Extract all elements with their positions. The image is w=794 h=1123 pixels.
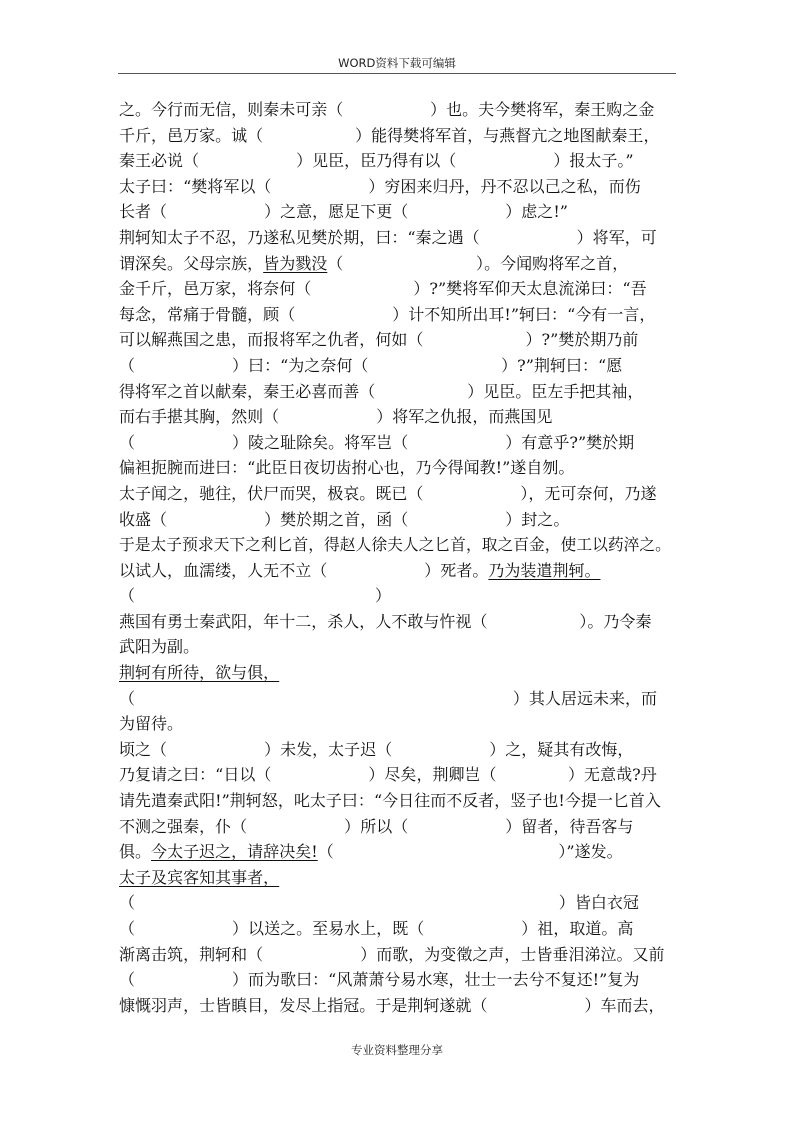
line-text: 以试人，血濡缕，人无不立（ ）死者。: [119, 560, 489, 580]
line-text: （ ）以送之。至易水上，既（ ）祖，取道。高: [119, 919, 634, 938]
text-line: [119, 302, 679, 328]
text-line: [119, 455, 679, 481]
text-line: [119, 379, 679, 405]
line-text: 武阳为副。: [119, 637, 200, 657]
line-text: 可以解燕国之患，而报将军之仇者，何如（ ）?”樊於期乃前: [119, 330, 639, 350]
line-text: 千斤，邑万家。诚（ ）能得樊将军首，与燕督亢之地图献秦王，: [119, 125, 660, 145]
line-text: 而右手揕其胸，然则（ ）将军之仇报，而燕国见: [119, 407, 553, 427]
underlined-text: 太子及宾客知其事者，: [119, 867, 280, 887]
underlined-text: 乃为装遣荆轲。: [488, 560, 601, 580]
line-text: 长者（ ）之意，愿足下更（ ）虑之!”: [119, 202, 568, 222]
text-line: [119, 942, 679, 968]
line-text: 顷之（ ）未发，太子迟（ ）之，疑其有改悔，: [119, 739, 634, 759]
text-line: [119, 97, 679, 123]
line-text: 太子闻之，驰往，伏尸而哭，极哀。既已（ ），无可奈何，乃遂: [119, 483, 657, 503]
text-line: [119, 583, 679, 609]
text-line: [119, 660, 679, 686]
line-text: （ ）: [119, 586, 392, 606]
line-text: 俱。: [119, 842, 152, 862]
line-text: （ ）。今闻购将军之首，: [327, 253, 629, 273]
text-line: [119, 353, 679, 379]
line-text: 收盛（ ）樊於期之首，函（ ）封之。: [119, 509, 570, 529]
text-line: [119, 686, 679, 712]
text-line: [119, 251, 679, 277]
line-text: （ ）陵之耻除矣。将军岂（ ）有意乎?”樊於期: [119, 432, 635, 452]
text-line: [119, 148, 679, 174]
line-text: 太子曰：“樊将军以（ ）穷困来归丹，丹不忍以己之私，而伤: [119, 176, 641, 196]
line-text: 得将军之首以献秦，秦王必喜而善（ ）见臣。臣左手把其袖，: [119, 381, 644, 401]
header-divider: [118, 73, 676, 74]
line-text: （ ）”遂发。: [317, 842, 623, 862]
text-line: [119, 609, 679, 635]
text-line: [119, 430, 679, 456]
text-line: [119, 404, 679, 430]
text-line: [119, 839, 679, 865]
text-line: [119, 327, 679, 353]
text-line: [119, 814, 679, 840]
line-text: 之。今行而无信，则秦未可亲（ ）也。夫今樊将军，秦王购之金: [119, 100, 655, 119]
text-line: [119, 711, 679, 737]
line-text: 秦王必说（ ）见臣，臣乃得有以（ ）报太子。”: [119, 151, 634, 171]
text-line: [119, 199, 679, 225]
line-text: 燕国有勇士秦武阳，年十二，杀人，人不敢与忤视（ ）。乃令秦: [119, 611, 652, 631]
line-text: 谓深矣。父母宗族，: [119, 253, 264, 273]
text-line: [119, 276, 679, 302]
text-line: [119, 634, 679, 660]
line-text: 每念，常痛于骨髓，顾（ ）计不知所出耳!”轲曰：“今有一言，: [119, 304, 656, 324]
document-body: [119, 97, 679, 1018]
text-line: [119, 174, 679, 200]
page-header: WORD资料下载可编辑: [338, 56, 456, 70]
text-line: [119, 993, 679, 1019]
underlined-text: 荆轲有所待，欲与俱，: [119, 663, 280, 683]
text-line: [119, 788, 679, 814]
text-line: [119, 123, 679, 149]
line-text: 为留待。: [119, 714, 184, 734]
text-line: [119, 865, 679, 891]
text-line: [119, 967, 679, 993]
line-text: 渐离击筑，荆轲和（ ）而歌，为变徵之声，士皆垂泪涕泣。又前: [119, 944, 665, 964]
text-line: [119, 916, 679, 942]
text-line: [119, 762, 679, 788]
line-text: （ ）而为歌曰：“风萧萧兮易水寒，壮士一去兮不复还!”复为: [119, 970, 640, 990]
text-line: [119, 532, 679, 558]
text-line: [119, 737, 679, 763]
page-footer: 专业资料整理分享: [351, 1043, 443, 1057]
line-text: 不测之强秦，仆（ ）所以（ ）留者，待吾客与: [119, 816, 634, 836]
line-text: 金千斤，邑万家，将奈何（ ）?”樊将军仰天太息流涕曰：“吾: [119, 279, 647, 299]
line-text: 偏袒扼腕而进曰：“此臣日夜切齿拊心也，乃今得闻教!”遂自刎。: [119, 458, 575, 478]
line-text: （ ）其人居远未来，而: [119, 688, 658, 708]
line-text: （ ）曰：“为之奈何（ ）?”荆轲曰：“愿: [119, 355, 623, 375]
underlined-text: 皆为戮没: [263, 253, 328, 273]
line-text: 请先遣秦武阳!”荆轲怒，叱太子曰：“今日往而不反者，竖子也!今提一匕首入: [119, 791, 661, 811]
text-line: [119, 558, 679, 584]
text-line: [119, 481, 679, 507]
text-line: [119, 225, 679, 251]
line-text: 荆轲知太子不忍，乃遂私见樊於期，曰：“秦之遇（ ）将军，可: [119, 227, 657, 247]
underlined-text: 今太子迟之，请辞决矣!: [151, 842, 318, 862]
text-line: [119, 890, 679, 916]
line-text: 乃复请之曰：“日以（ ）尽矣，荆卿岂（ ）无意哉?丹: [119, 765, 657, 785]
line-text: 于是太子预求天下之利匕首，得赵人徐夫人之匕首，取之百金，使工以药淬之。: [119, 535, 671, 555]
line-text: （ ）皆白衣冠: [119, 893, 639, 913]
line-text: 慷慨羽声，士皆瞋目，发尽上指冠。于是荆轲遂就（ ）车而去，: [119, 995, 665, 1015]
text-line: [119, 507, 679, 533]
